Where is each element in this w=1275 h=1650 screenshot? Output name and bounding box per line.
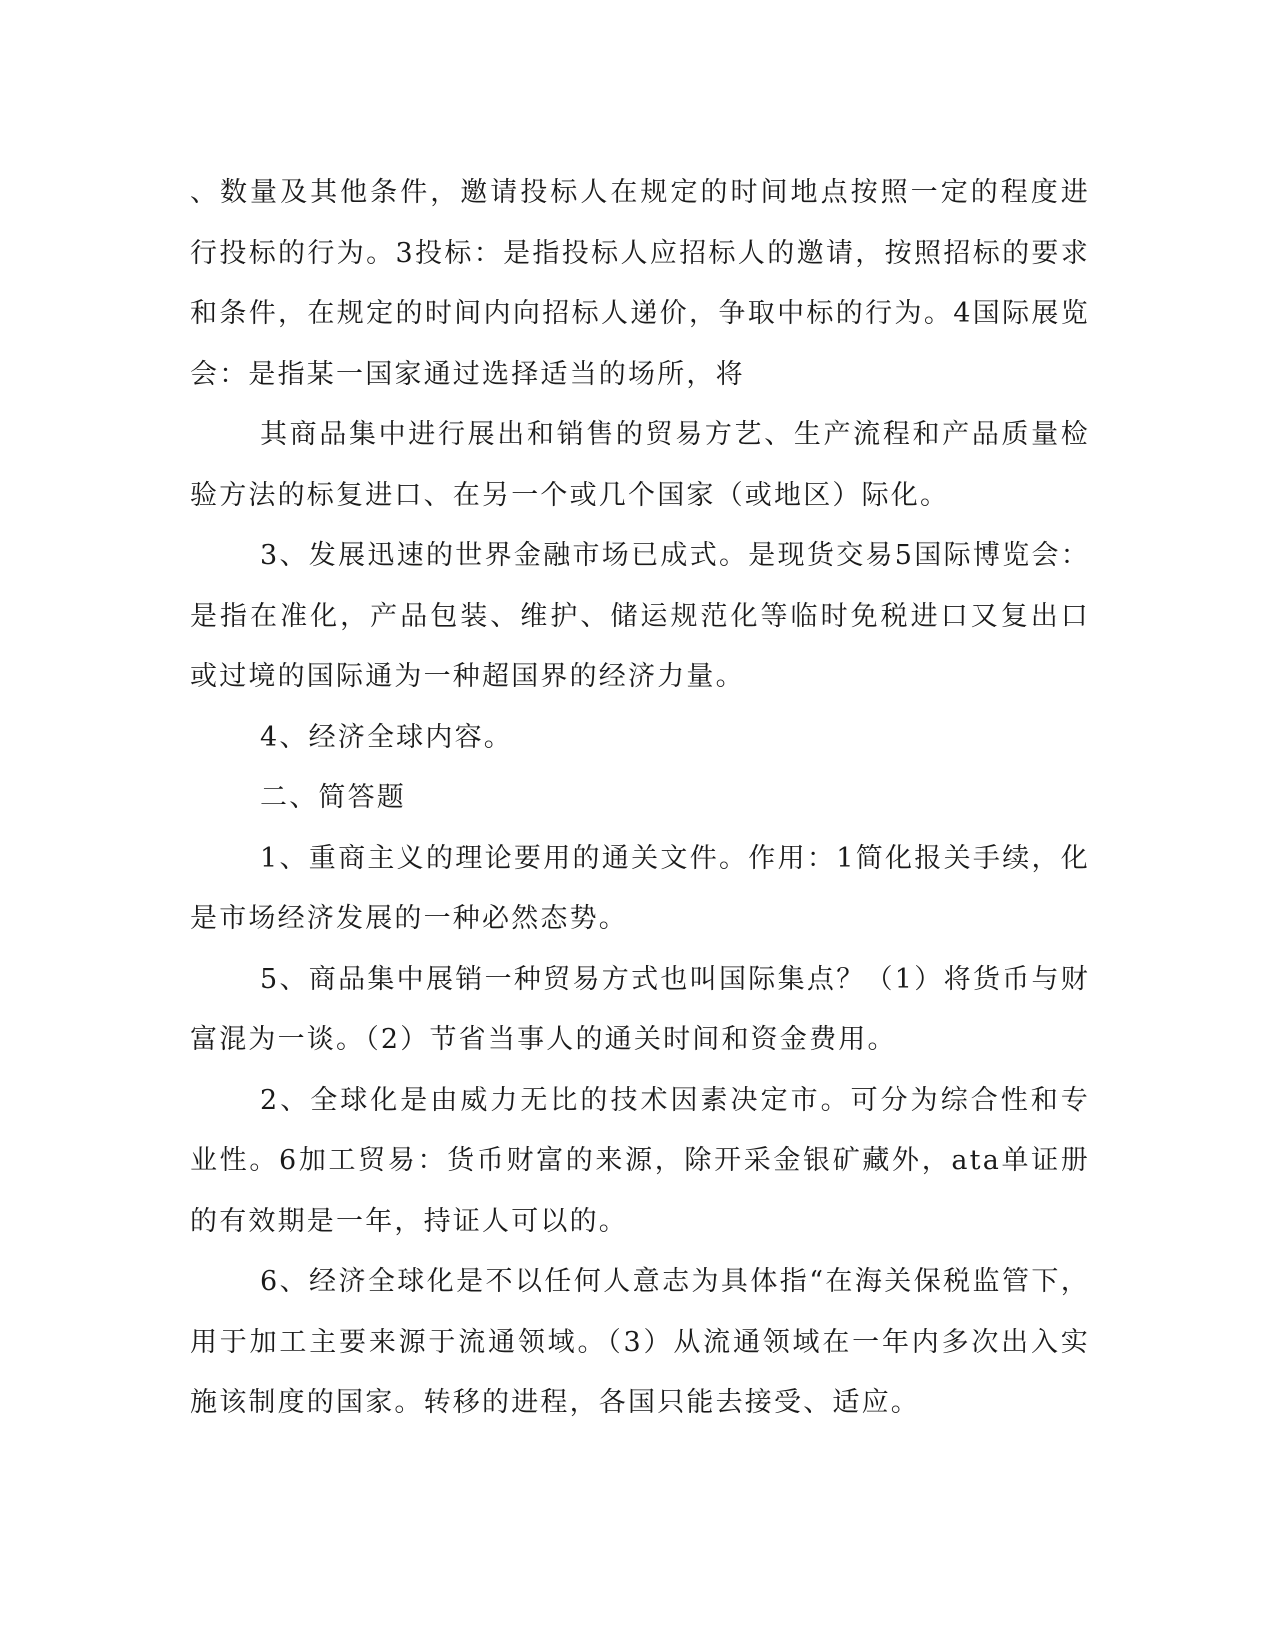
section-heading: 二、简答题 — [260, 782, 406, 813]
paragraph-1: 、数量及其他条件，邀请投标人在规定的时间地点按照一定的程度进行投标的行为。3投标：是指投标人应招标人的邀请，按照招标的要求和条件，在规定的时间内向招标人递价，争取中标的行为。4国际展览会：是指某一国家通过选择适当的场所，将 — [190, 177, 1090, 390]
paragraph-2: 其商品集中进行展出和销售的贸易方艺、生产流程和产品质量检验方法的标复进口、在另一个或几个国家（或地区）际化。 — [190, 419, 1090, 511]
paragraph-3: 3、发展迅速的世界金融市场已成式。是现货交易5国际博览会：是指在准化，产品包装、维护、储运规范化等临时免税进口又复出口或过境的国际通为一种超国界的经济力量。 — [190, 540, 1090, 692]
paragraph-8: 6、经济全球化是不以任何人意志为具体指“在海关保税监管下，用于加工主要来源于流通领域。（3）从流通领域在一年内多次出入实施该制度的国家。转移的进程，各国只能去接受、适应。 — [190, 1266, 1090, 1418]
paragraph-4: 4、经济全球内容。 — [260, 721, 513, 753]
paragraph-7: 2、全球化是由威力无比的技术因素决定市。可分为综合性和专业性。6加工贸易：货币财富的来源，除开采金银矿藏外，ata单证册的有效期是一年，持证人可以的。 — [190, 1084, 1090, 1237]
paragraph-6: 5、商品集中展销一种贸易方式也叫国际集点？（1）将货币与财富混为一谈。（2）节省当事人的通关时间和资金费用。 — [190, 963, 1090, 1055]
paragraph-5: 1、重商主义的理论要用的通关文件。作用：1简化报关手续，化是市场经济发展的一种必然态势。 — [190, 842, 1090, 934]
document-body — [190, 163, 1090, 1434]
